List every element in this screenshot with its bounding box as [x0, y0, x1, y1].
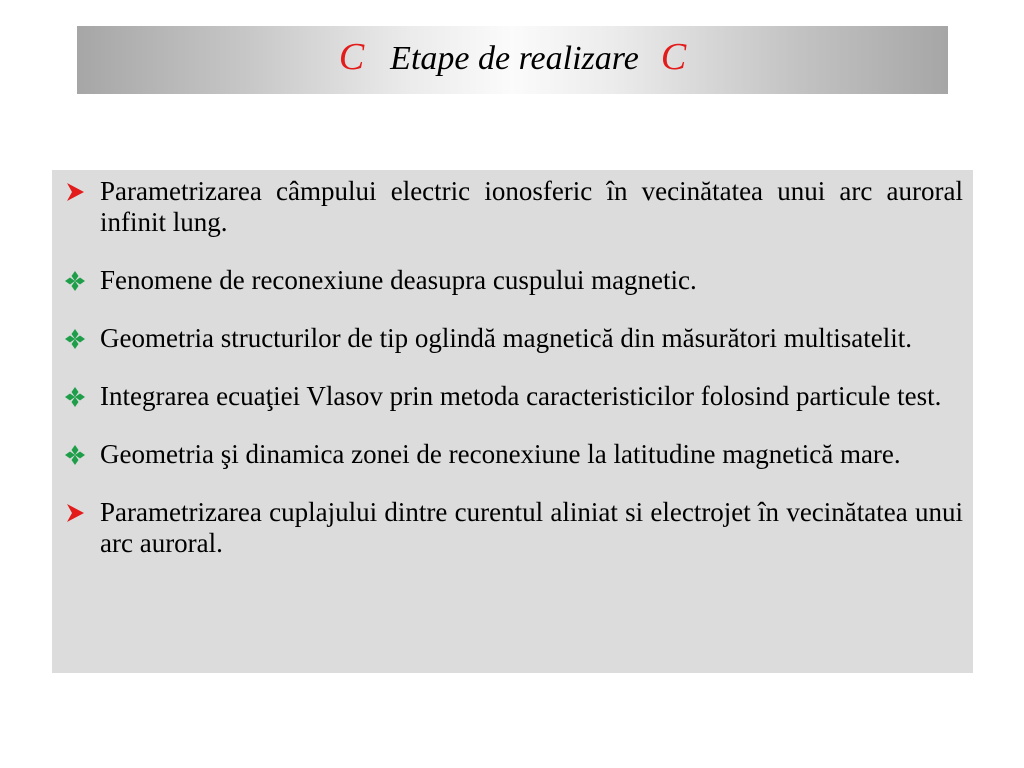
diamond-bullet-icon	[64, 323, 100, 354]
list-item	[64, 323, 963, 354]
list-item	[64, 497, 963, 559]
arrow-bullet-icon	[64, 176, 100, 207]
page-title: Etape de realizare	[390, 40, 639, 77]
bullet-text: Parametrizarea câmpului electric ionosferic în vecinătatea unui arc auroral infinit lung.	[100, 176, 963, 237]
title-right-mark: C	[660, 36, 687, 78]
title-left-mark: C	[338, 36, 365, 78]
list-item	[64, 176, 963, 238]
diamond-bullet-icon	[64, 381, 100, 412]
title-group	[339, 35, 686, 79]
diamond-bullet-icon	[64, 439, 100, 470]
arrow-bullet-icon	[64, 497, 100, 528]
bullet-text: Fenomene de reconexiune deasupra cuspului magnetic.	[100, 265, 697, 295]
content-box	[52, 170, 973, 673]
bullet-text: Geometria structurilor de tip oglindă magnetică din măsurători multisatelit.	[100, 323, 913, 353]
bullet-text: Parametrizarea cuplajului dintre curentul aliniat si electrojet în vecinătatea unui arc auroral.	[100, 497, 963, 558]
diamond-bullet-icon	[64, 265, 100, 296]
title-bar	[77, 26, 948, 94]
list-item	[64, 381, 963, 412]
list-item	[64, 265, 963, 296]
bullet-list	[64, 176, 963, 559]
list-item	[64, 439, 963, 470]
bullet-text: Integrarea ecuaţiei Vlasov prin metoda caracteristicilor folosind particule test.	[100, 381, 942, 411]
bullet-text: Geometria şi dinamica zonei de reconexiune la latitudine magnetică mare.	[100, 439, 901, 469]
